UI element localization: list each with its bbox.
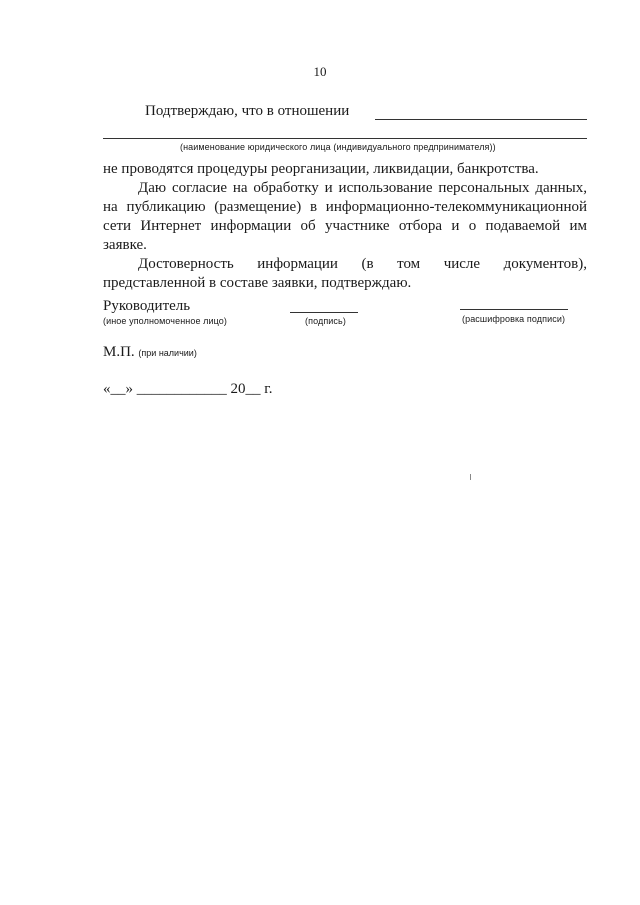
paragraph-3-line-1: Достоверность информации (в том числе документов), [138, 256, 587, 272]
confirm-statement: Подтверждаю, что в отношении [145, 103, 350, 119]
entity-name-blank-line-1 [375, 119, 587, 120]
stamp-label: М.П. [103, 344, 135, 360]
paragraph-1: не проводятся процедуры реорганизации, ликвидации, банкротства. [103, 161, 539, 177]
date-year: 20__ [230, 381, 261, 397]
paragraph-2-line-2: на публикацию (размещение) в информационно-телекоммуникационной [103, 199, 587, 215]
stamp-caption: (при наличии) [138, 348, 197, 358]
page-number: 10 [313, 64, 327, 79]
signature-caption: (подпись) [305, 316, 346, 326]
date-month-blank: ____________ [136, 381, 227, 397]
paragraph-3-line-2: представленной в составе заявки, подтверждаю. [103, 275, 412, 291]
body-text [103, 160, 587, 293]
signature-blank-line [290, 312, 358, 313]
date-day: «__» [103, 381, 133, 397]
scan-artifact-mark [470, 474, 471, 480]
stamp-line [103, 344, 197, 361]
paragraph-2-line-1: Даю согласие на обработку и использование персональных данных, [138, 180, 587, 196]
date-year-suffix: г. [264, 381, 273, 397]
entity-name-caption: (наименование юридического лица (индивидуального предпринимателя)) [180, 142, 496, 152]
date-line [103, 381, 272, 398]
role-label: Руководитель [103, 298, 191, 314]
decoding-blank-line [460, 309, 568, 310]
paragraph-2-line-3: сети Интернет информации об участнике отбора и о подаваемой им [103, 218, 587, 234]
role-caption: (иное уполномоченное лицо) [103, 316, 227, 326]
paragraph-2-line-4: заявке. [103, 237, 147, 253]
decoding-caption: (расшифровка подписи) [462, 314, 566, 324]
entity-name-blank-line-2 [103, 138, 587, 139]
